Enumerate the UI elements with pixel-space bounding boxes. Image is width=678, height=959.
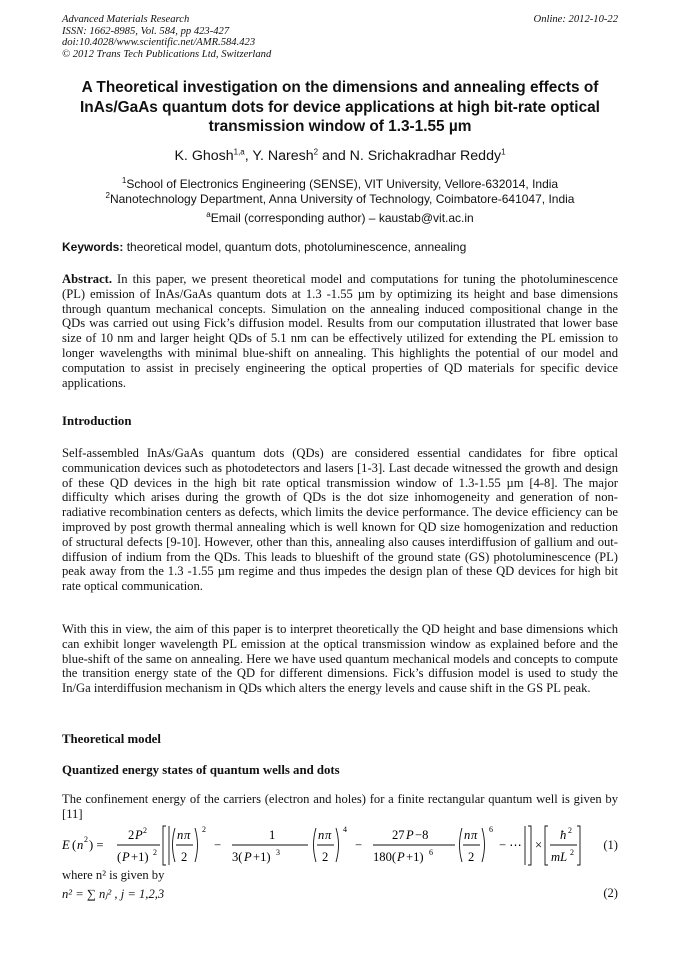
abstract — [62, 272, 618, 390]
affiliation-2 — [62, 192, 618, 207]
svg-text:1: 1 — [269, 828, 276, 842]
page-header — [62, 14, 618, 60]
section-heading-theory: Theoretical model — [62, 732, 161, 746]
svg-text:+1): +1) — [406, 850, 424, 864]
svg-text:2: 2 — [143, 826, 147, 835]
svg-text:n: n — [77, 838, 84, 852]
doi-line[interactable]: doi:10.4028/www.scientific.net/AMR.584.423 — [62, 37, 256, 49]
svg-text:2: 2 — [202, 825, 206, 834]
author-affil-mark: 2 — [313, 147, 319, 157]
online-date: Online: 2012-10-22 — [533, 14, 618, 25]
svg-text:2: 2 — [568, 826, 572, 835]
svg-text:) =: ) = — [89, 838, 104, 852]
author-name: K. Ghosh — [174, 148, 234, 164]
keywords — [62, 240, 618, 254]
author-affil-mark: 1 — [501, 147, 506, 157]
svg-text:(: ( — [72, 838, 77, 852]
svg-text:6: 6 — [489, 825, 493, 834]
svg-text:−: − — [214, 838, 222, 852]
author-name: , Y. Naresh — [244, 148, 314, 164]
svg-text:E: E — [62, 838, 70, 852]
equation-2-number: (2) — [603, 886, 618, 900]
corresponding-email[interactable] — [62, 211, 618, 225]
svg-text:P: P — [122, 850, 130, 864]
author-list — [62, 148, 618, 164]
author-affil-mark: 1,a — [233, 147, 245, 157]
svg-text:(: ( — [117, 850, 122, 864]
svg-text:3: 3 — [276, 848, 280, 857]
subsection-heading: Quantized energy states of quantum wells and dots — [62, 763, 340, 777]
equation-1 — [62, 822, 618, 868]
copyright-line: © 2012 Trans Tech Publications Ltd, Switzerland — [62, 48, 272, 60]
svg-text:n: n — [464, 828, 471, 842]
svg-text:27: 27 — [392, 828, 405, 842]
section-heading-introduction: Introduction — [62, 414, 132, 428]
svg-text:2: 2 — [84, 835, 88, 844]
svg-text:π: π — [471, 828, 478, 842]
paper-title — [62, 78, 618, 137]
svg-text:−8: −8 — [415, 828, 429, 842]
svg-text:180(: 180( — [373, 850, 397, 864]
svg-text:−: − — [355, 838, 363, 852]
svg-text:6: 6 — [429, 848, 433, 857]
abstract-text: In this paper, we present theoretical model and computations for tuning the photoluminescence (PL) emission of InAs/GaAs quantum dots at 1.3 -1.55 µm by optimizing its height and base dimensions through quantum mechanical concepts. Simulation on the annealing induced compositional change in the QDs was carried out using Fick’s diffusion model. Results from our computation illustrated that lower base size of 10 nm and larger height QDs of 5.1 nm can be effectively utilized for extending the PL emission to longer wavelengths with minimal blue-shift on annealing. This highlights the potential of our model and computation to assist in precisely engineering the optical properties of QD materials for specific device applications. — [62, 272, 618, 390]
email-mark: a — [206, 210, 211, 219]
title-line: transmission window of 1.3-1.55 µm — [208, 118, 472, 135]
svg-text:mL: mL — [551, 850, 568, 864]
equation-1-graphic — [62, 822, 582, 868]
svg-text:P: P — [397, 850, 405, 864]
title-line: InAs/GaAs quantum dots for device applications at high bit-rate optical — [80, 98, 600, 116]
svg-text:n: n — [318, 828, 325, 842]
svg-text:4: 4 — [343, 825, 347, 834]
svg-text:− ⋯: − ⋯ — [499, 838, 522, 852]
svg-text:ħ: ħ — [560, 828, 567, 842]
journal-name: Advanced Materials Research — [62, 14, 190, 25]
svg-text:+1): +1) — [131, 850, 149, 864]
affil-mark: 1 — [121, 176, 127, 185]
svg-text:n: n — [177, 828, 184, 842]
svg-text:2: 2 — [570, 848, 574, 857]
equation-1-number: (1) — [603, 838, 618, 852]
abstract-label: Abstract. — [62, 272, 113, 286]
svg-text:P: P — [406, 828, 414, 842]
affil-text: School of Electronics Engineering (SENSE), VIT University, Vellore-632014, India — [126, 177, 559, 191]
author-name: and N. Srichakradhar Reddy — [318, 148, 502, 164]
svg-text:π: π — [325, 828, 332, 842]
affiliation-1 — [62, 177, 618, 192]
svg-text:3(: 3( — [232, 850, 243, 864]
issn-line: ISSN: 1662-8985, Vol. 584, pp 423-427 — [62, 25, 230, 37]
svg-text:2: 2 — [322, 850, 329, 864]
svg-text:P: P — [244, 850, 252, 864]
keywords-text: theoretical model, quantum dots, photoluminescence, annealing — [123, 240, 467, 254]
svg-text:P: P — [135, 828, 143, 842]
svg-text:2: 2 — [153, 848, 157, 857]
svg-text:2: 2 — [128, 828, 135, 842]
where-text: where n² is given by — [62, 868, 165, 882]
equation-2: n² = ∑ nⱼ² , j = 1,2,3 — [62, 887, 165, 901]
keywords-label: Keywords: — [62, 240, 124, 254]
intro-paragraph-1: Self-assembled InAs/GaAs quantum dots (QDs) are considered essential candidates for fibre optical communication devices such as photodetectors and lasers [1-3]. Last decade witnessed the growth and design of these QD devices in the high bit rate optical transmission window of 1.3-1.55 µm [4-8]. The major difficulty which arises during the growth of QDs is the dot size inhomogeneity and generation of non-radiative recombination centers as defects, which limits the device performance. The device efficiency can be improved by post growth thermal annealing which is well known for QD size homogenization and reduction of structural defects [9-10]. However, other than this, annealing also causes interdiffusion of gallium and out-diffusion of indium from the QDs. This leads to blueshift of the ground state (GS) photoluminescence (PL) peak away from the 1.3 -1.55 µm regime and thus impedes the design plan of these QD devices for high bit rate optical communication. — [62, 446, 618, 594]
svg-text:×: × — [535, 838, 543, 852]
svg-text:2: 2 — [468, 850, 475, 864]
svg-text:2: 2 — [181, 850, 188, 864]
email-text: Email (corresponding author) – kaustab@vit.ac.in — [210, 211, 474, 225]
affiliations — [62, 177, 618, 207]
svg-text:π: π — [184, 828, 191, 842]
theory-paragraph: The confinement energy of the carriers (electron and holes) for a finite rectangular quantum well is given by [11] — [62, 792, 618, 821]
affil-text: Nanotechnology Department, Anna University of Technology, Coimbatore-641047, India — [109, 192, 575, 206]
svg-text:+1): +1) — [253, 850, 271, 864]
title-line: A Theoretical investigation on the dimensions and annealing effects of — [81, 79, 599, 96]
affil-mark: 2 — [105, 191, 110, 200]
intro-paragraph-2: With this in view, the aim of this paper is to interpret theoretically the QD height and base dimensions which can exhibit longer wavelength PL emission at the optical transmission window as explained before and the blue-shift of the same on annealing. Here we have used quantum mechanical models and concepts to compute the transition energy state of the QD for different dimensions. Fick’s diffusion model is used to study the In/Ga interdiffusion mechanism in QDs which alters the energy levels and cause shift in the GS PL peak. — [62, 622, 618, 696]
